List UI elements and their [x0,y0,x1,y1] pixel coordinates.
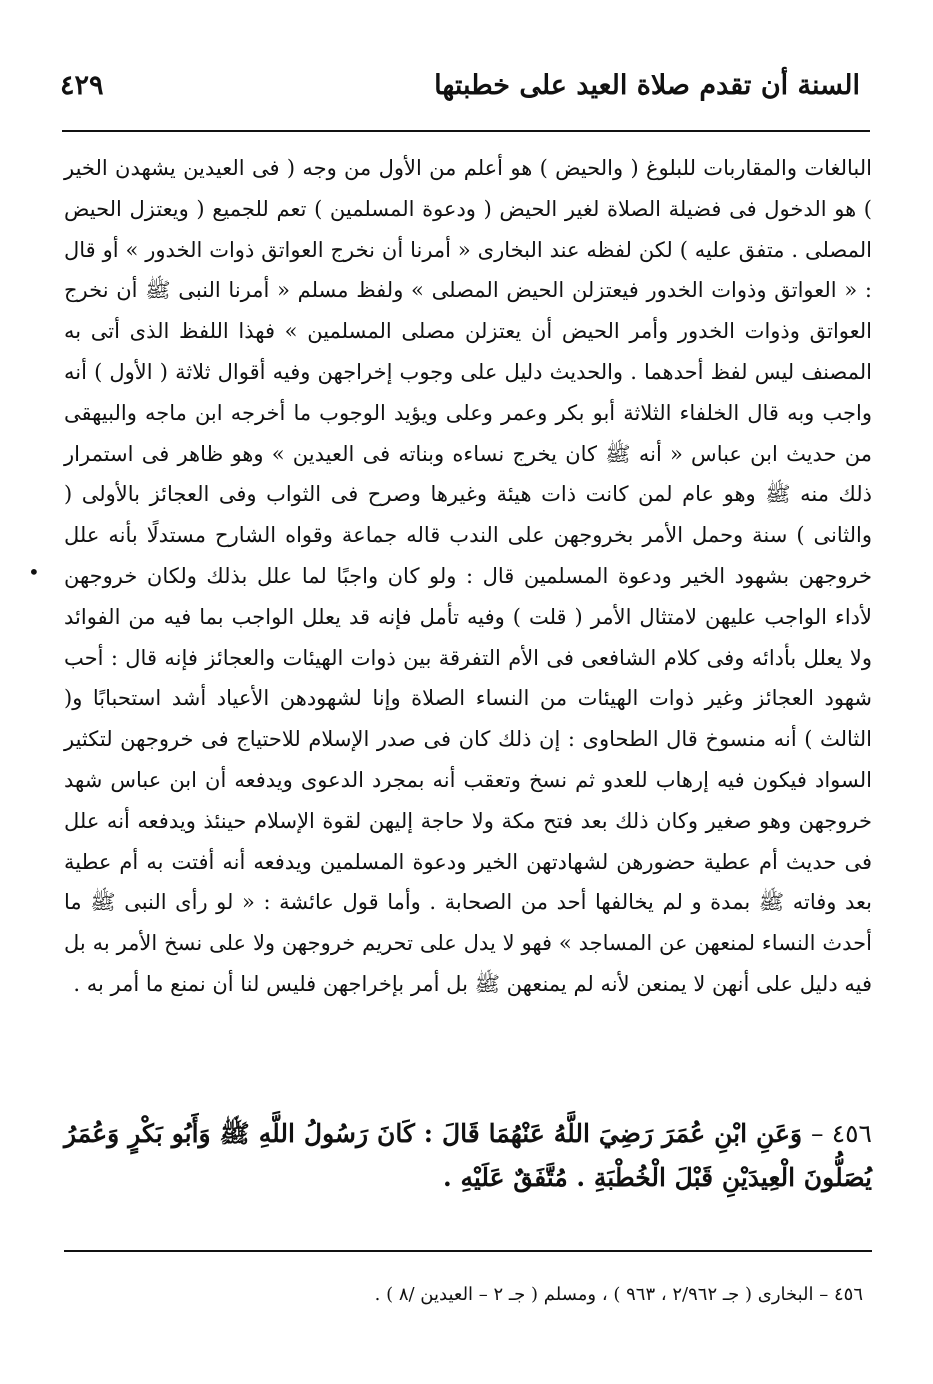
page-header [60,62,860,116]
margin-bullet-icon: • [28,560,40,584]
footnote: ٤٥٦ – البخارى ( جـ ٢/٩٦٢ ، ٩٦٣ ) ، ومسلم ( جـ ٢ – العيدين /٨ ) . [374,1284,863,1305]
running-title: السنة أن تقدم صلاة العيد على خطبتها [434,70,860,101]
hadith-text: وَعَنِ ابْنِ عُمَرَ رَضِيَ اللَّهُ عَنْهُمَا قَالَ : كَانَ رَسُولُ اللَّهِ ﷺ وَأَبُو بَكْرٍ وَعُمَرُ يُصَلُّونَ الْعِيدَيْنِ قَبْلَ الْخُطْبَةِ . مُتَّفَقٌ عَلَيْهِ . [64,1119,872,1192]
footnote-rule [64,1250,872,1252]
page-number: ٤٢٩ [60,70,104,101]
header-rule [62,130,870,132]
commentary-text: البالغات والمقاربات للبلوغ ( والحيض ) هو أعلم من الأول من وجه ( فى العيدين يشهدن الخير ) هو الدخول فى فضيلة الصلاة لغير الحيض ( ودعوة المسلمين ) تعم للجميع ( ويعتزل الحيض المصلى . متفق عليه ) لكن لفظه عند البخارى « أمرنا أن نخرج العواتق ذوات الخدور » أو قال : « العواتق وذوات الخدور فيعتزلن الحيض المصلى » ولفظ مسلم « أمرنا النبى ﷺ أن نخرج العواتق وذوات الخدور وأمر الحيض أن يعتزلن مصلى المسلمين » فهذا اللفظ الذى أتى به المصنف ليس لفظ أحدهما . والحديث دليل على وجوب إخراجهن وفيه أقوال ثلاثة ( الأول ) أنه واجب وبه قال الخلفاء الثلاثة أبو بكر وعمر وعلى ويؤيد الوجوب ما أخرجه ابن ماجه والبيهقى من حديث ابن عباس « أنه ﷺ كان يخرج نساءه وبناته فى العيدين » وهو ظاهر فى استمرار ذلك منه ﷺ وهو عام لمن كانت ذات هيئة وغيرها وصرح فى الثواب وفى العجائز بالأولى ( والثانى ) سنة وحمل الأمر بخروجهن على الندب قاله جماعة وقواه الشارح مستدلًا بأنه علل خروجهن بشهود الخير ودعوة المسلمين قال : ولو كان واجبًا لما علل بذلك ولكان خروجهن لأداء الواجب عليهن لامتثال الأمر ( قلت ) وفيه تأمل فإنه قد يعلل الواجب بما فيه من الفوائد ولا يعلل بأدائه وفى كلام الشافعى فى الأم التفرقة بين ذوات الهيئات والعجائز فإنه قال : أحب شهود العجائز وغير ذوات الهيئات من النساء الصلاة وإنا لشهودهن الأعياد أشد استحبابًا و( الثالث ) أنه منسوخ قال الطحاوى : إن ذلك كان فى صدر الإسلام للاحتياج فى خروجهن لتكثير السواد فيكون فيه إرهاب للعدو ثم نسخ وتعقب أنه بمجرد الدعوى ويدفعه أن ابن عباس شهد خروجهن وهو صغير وكان ذلك بعد فتح مكة ولا حاجة إليهن لقوة الإسلام حينئذ ويدفعه أنه علل فى حديث أم عطية حضورهن لشهادتهن الخير ودعوة المسلمين ويدفعه أنه أفتت به أم عطية بعد وفاته ﷺ بمدة و لم يخالفها أحد من الصحابة . وأما قول عائشة : « لو رأى النبى ﷺ ما أحدث النساء لمنعهن عن المساجد » فهو لا يدل على تحريم خروجهن ولا على نسخ الأمر به بل فيه دليل على أنهن لا يمنعن لأنه لم يمنعهن ﷺ بل أمر بإخراجهن فليس لنا أن نمنع ما أمر به . [64,156,872,996]
hadith-block [64,1112,872,1200]
hadith-number: ٤٥٦ – [810,1119,872,1148]
